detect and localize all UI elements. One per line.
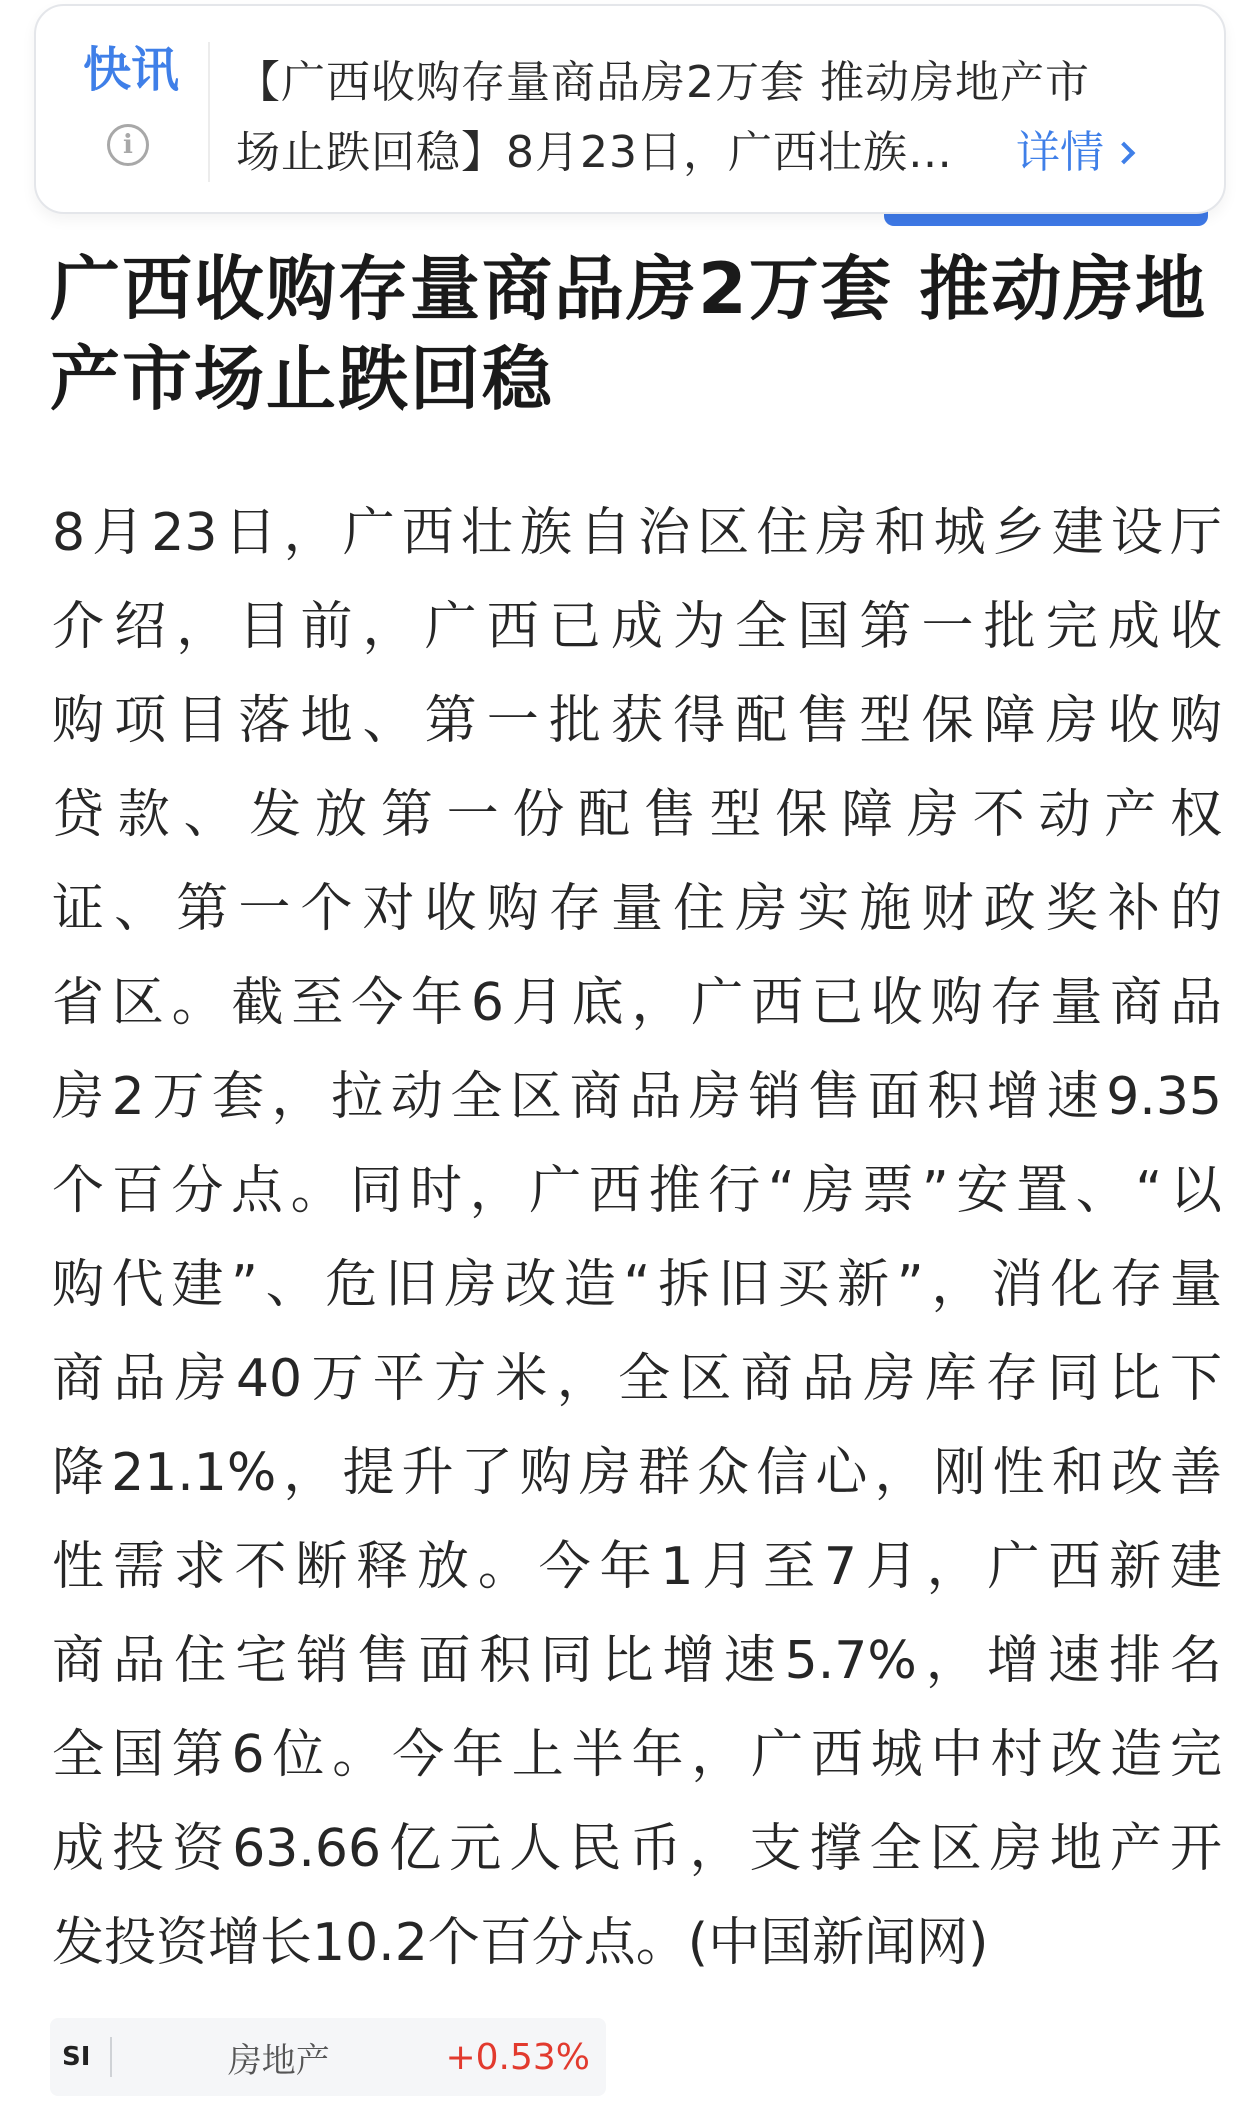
body-line: 购项目落地、第一批获得配售型保障房收购 [52, 691, 1222, 751]
body-line: 8月23日，广西壮族自治区住房和城乡建设厅 [52, 503, 1222, 563]
body-line: 全国第6位。今年上半年，广西城中村改造完 [52, 1725, 1222, 1785]
divider [208, 42, 210, 182]
flash-summary-line-2: 场止跌回稳】8月23日，广西壮族… [236, 127, 953, 178]
flash-summary-line-1: 【广西收购存量商品房2万套 推动房地产市 [236, 57, 1090, 108]
body-line: 介绍，目前，广西已成为全国第一批完成收 [52, 597, 1222, 657]
body-line: 证、第一个对收购存量住房实施财政奖补的 [52, 879, 1222, 939]
flash-news-card[interactable] [34, 4, 1226, 214]
body-line: 发投资增长10.2个百分点。(中国新闻网) [52, 1913, 989, 1973]
body-line: 个百分点。同时，广西推行“房票”安置、“以 [52, 1161, 1222, 1221]
body-line: 房2万套，拉动全区商品房销售面积增速9.35 [52, 1067, 1222, 1127]
stock-chip[interactable] [50, 2018, 606, 2096]
body-line: 降21.1%，提升了购房群众信心，刚性和改善 [52, 1443, 1222, 1503]
article-body [52, 486, 1222, 1990]
stock-name: 房地产 [227, 2040, 330, 2081]
chevron-right-icon [1113, 142, 1136, 165]
detail-button[interactable] [1016, 118, 1132, 188]
info-icon[interactable]: i [107, 124, 149, 166]
detail-label: 详情 [1016, 127, 1104, 178]
body-line: 省区。截至今年6月底，广西已收购存量商品 [52, 973, 1222, 1033]
stock-change: +0.53% [445, 2036, 590, 2078]
body-line: 商品房40万平方米，全区商品房库存同比下 [52, 1349, 1222, 1409]
body-line: 商品住宅销售面积同比增速5.7%，增速排名 [52, 1631, 1222, 1691]
body-line: 购代建”、危旧房改造“拆旧买新”，消化存量 [52, 1255, 1222, 1315]
body-line: 成投资63.66亿元人民币，支撑全区房地产开 [52, 1819, 1222, 1879]
flash-label: 快讯 [82, 42, 179, 98]
article-title: 广西收购存量商品房2万套 推动房地产市场止跌回稳 [50, 248, 1208, 420]
body-line: 贷款、发放第一份配售型保障房不动产权 [52, 785, 1222, 845]
body-line: 性需求不断释放。今年1月至7月，广西新建 [52, 1537, 1222, 1597]
stock-code: SI [62, 2042, 91, 2072]
